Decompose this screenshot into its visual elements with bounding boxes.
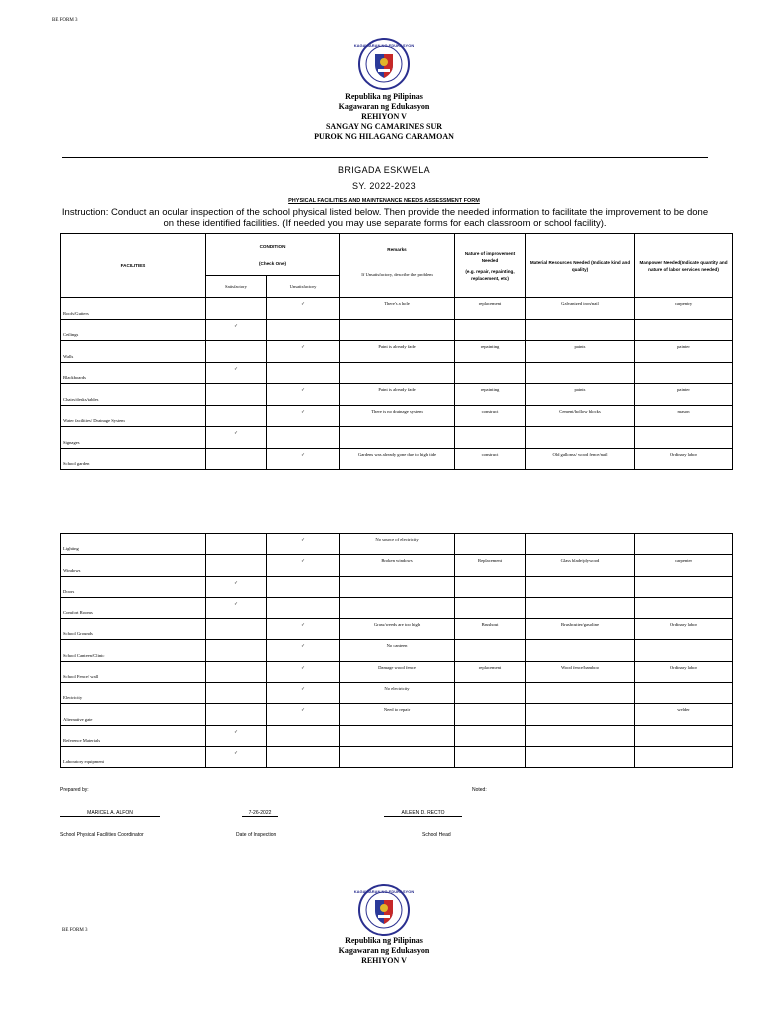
letterhead-next-line-3: REHIYON V bbox=[361, 956, 407, 965]
facility-cell: Ceilings bbox=[61, 319, 206, 341]
school-head-name: AILEEN D. RECTO bbox=[384, 810, 462, 817]
col-remarks bbox=[340, 234, 455, 298]
material-cell bbox=[526, 704, 635, 725]
letterhead-line-5: PUROK NG HILAGANG CARAMOAN bbox=[314, 132, 454, 141]
material-cell bbox=[526, 362, 635, 384]
table-row bbox=[61, 448, 733, 470]
unsat-cell bbox=[267, 597, 340, 618]
table-row bbox=[61, 661, 733, 682]
col-remarks-label: Remarks bbox=[387, 247, 407, 252]
table-1-body bbox=[61, 298, 733, 470]
material-cell bbox=[526, 597, 635, 618]
material-cell: Glass blade/plywood bbox=[526, 555, 635, 576]
col-nature-label: Nature of improvement Needed bbox=[464, 250, 516, 263]
sat-cell: ✓ bbox=[206, 362, 267, 384]
material-cell bbox=[526, 534, 635, 555]
remarks-cell bbox=[340, 725, 455, 746]
table-row bbox=[61, 405, 733, 427]
material-cell: paints bbox=[526, 384, 635, 406]
material-cell bbox=[526, 725, 635, 746]
table-row bbox=[61, 534, 733, 555]
unsat-cell bbox=[267, 576, 340, 597]
table-row bbox=[61, 683, 733, 704]
facility-cell: School Fence/ wall bbox=[61, 661, 206, 682]
table-2-body bbox=[61, 534, 733, 768]
remarks-cell: Paint is already fade bbox=[340, 341, 455, 363]
nature-cell bbox=[455, 725, 526, 746]
sat-cell bbox=[206, 448, 267, 470]
unsat-cell bbox=[267, 725, 340, 746]
facility-cell: Signages bbox=[61, 427, 206, 449]
table-row bbox=[61, 576, 733, 597]
nature-cell: repainting bbox=[455, 341, 526, 363]
manpower-cell: painter bbox=[635, 384, 733, 406]
manpower-cell bbox=[635, 427, 733, 449]
school-year: SY. 2022-2023 bbox=[351, 181, 417, 191]
nature-cell: Brushout bbox=[455, 619, 526, 640]
table-row bbox=[61, 725, 733, 746]
unsat-cell: ✓ bbox=[267, 405, 340, 427]
sat-cell: ✓ bbox=[206, 427, 267, 449]
manpower-cell bbox=[635, 746, 733, 767]
manpower-cell bbox=[635, 597, 733, 618]
col-material: Material Resources Needed (Indicate kind and quality) bbox=[526, 234, 635, 298]
unsat-cell: ✓ bbox=[267, 704, 340, 725]
sat-cell bbox=[206, 341, 267, 363]
manpower-cell bbox=[635, 362, 733, 384]
unsat-cell: ✓ bbox=[267, 448, 340, 470]
remarks-cell: No electricity bbox=[340, 683, 455, 704]
nature-cell: replacement bbox=[455, 298, 526, 320]
letterhead-line-2: Kagawaran ng Edukasyon bbox=[338, 102, 430, 111]
sat-cell: ✓ bbox=[206, 725, 267, 746]
unsat-cell: ✓ bbox=[267, 619, 340, 640]
assessment-table-2 bbox=[60, 533, 733, 768]
unsat-cell: ✓ bbox=[267, 384, 340, 406]
sat-cell bbox=[206, 704, 267, 725]
manpower-cell bbox=[635, 576, 733, 597]
manpower-cell bbox=[635, 683, 733, 704]
nature-cell: construct bbox=[455, 405, 526, 427]
facility-cell: Electricity bbox=[61, 683, 206, 704]
sat-cell bbox=[206, 640, 267, 661]
seal-ring-text-2: KAGAWARAN NG EDUKASYON bbox=[353, 889, 415, 894]
letterhead-next-line-2: Kagawaran ng Edukasyon bbox=[338, 946, 430, 955]
material-cell bbox=[526, 576, 635, 597]
table-row bbox=[61, 319, 733, 341]
col-manpower: Manpower Needed(Indicate quantity and nature of labor services needed) bbox=[635, 234, 733, 298]
noted-label: Noted: bbox=[472, 787, 487, 793]
remarks-cell: No source of electricity bbox=[340, 534, 455, 555]
nature-cell bbox=[455, 597, 526, 618]
manpower-cell: carpentry bbox=[635, 298, 733, 320]
nature-cell bbox=[455, 362, 526, 384]
letterhead-line-3: REHIYON V bbox=[361, 112, 407, 121]
table-row bbox=[61, 597, 733, 618]
date-label: Date of Inspection bbox=[236, 832, 277, 838]
manpower-cell bbox=[635, 640, 733, 661]
material-cell: paints bbox=[526, 341, 635, 363]
remarks-cell bbox=[340, 362, 455, 384]
col-nature bbox=[455, 234, 526, 298]
material-cell bbox=[526, 683, 635, 704]
remarks-cell bbox=[340, 576, 455, 597]
unsat-cell: ✓ bbox=[267, 683, 340, 704]
unsat-cell bbox=[267, 746, 340, 767]
remarks-cell: There is no drainage system bbox=[340, 405, 455, 427]
assessment-table-1 bbox=[60, 233, 733, 470]
material-cell bbox=[526, 319, 635, 341]
sat-cell: ✓ bbox=[206, 576, 267, 597]
facility-cell: Doors bbox=[61, 576, 206, 597]
nature-cell bbox=[455, 319, 526, 341]
seal-ring-text: KAGAWARAN NG EDUKASYON bbox=[353, 43, 415, 48]
form-subtitle: PHYSICAL FACILITIES AND MAINTENANCE NEEDS ASSESSMENT FORM bbox=[288, 198, 480, 204]
facility-cell: Chairs/desks/tables bbox=[61, 384, 206, 406]
unsat-cell bbox=[267, 319, 340, 341]
deped-seal-icon bbox=[353, 38, 415, 90]
sat-cell bbox=[206, 555, 267, 576]
form-code: BE FORM 3 bbox=[52, 18, 78, 23]
facility-cell: Water facilities/ Drainage System bbox=[61, 405, 206, 427]
table-row bbox=[61, 362, 733, 384]
letterhead bbox=[0, 92, 768, 142]
remarks-cell bbox=[340, 319, 455, 341]
unsat-cell: ✓ bbox=[267, 534, 340, 555]
sat-cell bbox=[206, 534, 267, 555]
facility-cell: Alternative gate bbox=[61, 704, 206, 725]
facility-cell: Lighting bbox=[61, 534, 206, 555]
sat-cell bbox=[206, 619, 267, 640]
material-cell: Wood fence/bamboo bbox=[526, 661, 635, 682]
nature-cell bbox=[455, 683, 526, 704]
table-row bbox=[61, 704, 733, 725]
sat-cell bbox=[206, 298, 267, 320]
sat-cell bbox=[206, 384, 267, 406]
instruction-text: Instruction: Conduct an ocular inspection of the school physical listed below. Then provide the needed information to facilitate the improvement to be done on these identified facilities. (If needed you may use separate forms for each classroom or school facility). bbox=[61, 207, 709, 229]
table-row bbox=[61, 298, 733, 320]
coordinator-name: MARICEL A. ALFON bbox=[60, 810, 160, 817]
facility-cell: School Grounds bbox=[61, 619, 206, 640]
facility-cell: Laboratory equipment bbox=[61, 746, 206, 767]
facility-cell: School Canteen/Clinic bbox=[61, 640, 206, 661]
table-row bbox=[61, 341, 733, 363]
remarks-cell bbox=[340, 597, 455, 618]
table-row bbox=[61, 640, 733, 661]
manpower-cell: mason bbox=[635, 405, 733, 427]
school-head-title: School Head bbox=[422, 832, 451, 838]
remarks-cell: There's a hole bbox=[340, 298, 455, 320]
table-row bbox=[61, 746, 733, 767]
material-cell bbox=[526, 746, 635, 767]
col-nature-sub: (e.g. repair, repainting, replacement, etc) bbox=[465, 268, 515, 281]
sat-cell bbox=[206, 661, 267, 682]
manpower-cell: painter bbox=[635, 341, 733, 363]
document-title: BRIGADA ESKWELA bbox=[337, 165, 431, 175]
facility-cell: Blackboards bbox=[61, 362, 206, 384]
facility-cell: Reference Materials bbox=[61, 725, 206, 746]
material-cell: Old gallonss/ wood fence/nail bbox=[526, 448, 635, 470]
header-divider bbox=[62, 157, 708, 158]
remarks-cell: Damage wood fence bbox=[340, 661, 455, 682]
letterhead-line-4: SANGAY NG CAMARINES SUR bbox=[325, 122, 443, 131]
nature-cell bbox=[455, 640, 526, 661]
manpower-cell: Ordinary labor bbox=[635, 448, 733, 470]
facility-cell: Comfort Rooms bbox=[61, 597, 206, 618]
manpower-cell: Ordinary labor bbox=[635, 661, 733, 682]
manpower-cell bbox=[635, 319, 733, 341]
manpower-cell: Ordinary labor bbox=[635, 619, 733, 640]
sat-cell: ✓ bbox=[206, 746, 267, 767]
coordinator-title: School Physical Facilities Coordinator bbox=[60, 832, 144, 838]
remarks-cell: Grass/weeds are too high bbox=[340, 619, 455, 640]
manpower-cell: carpenter bbox=[635, 555, 733, 576]
col-satisfactory: Satisfactory bbox=[206, 276, 267, 298]
unsat-cell bbox=[267, 362, 340, 384]
nature-cell bbox=[455, 746, 526, 767]
manpower-cell: welder bbox=[635, 704, 733, 725]
nature-cell bbox=[455, 534, 526, 555]
remarks-cell: Gardens was already gone due to high tide bbox=[340, 448, 455, 470]
unsat-cell bbox=[267, 427, 340, 449]
col-check-one: (Check One) bbox=[258, 260, 287, 266]
col-remarks-sub: If Unsatisfactory, describe the problem bbox=[361, 272, 433, 277]
sat-cell: ✓ bbox=[206, 319, 267, 341]
nature-cell: construct bbox=[455, 448, 526, 470]
material-cell: Galvanized iron/nail bbox=[526, 298, 635, 320]
sat-cell bbox=[206, 683, 267, 704]
letterhead-next bbox=[0, 936, 768, 966]
table-row bbox=[61, 427, 733, 449]
remarks-cell: Paint is already fade bbox=[340, 384, 455, 406]
remarks-cell bbox=[340, 427, 455, 449]
nature-cell bbox=[455, 576, 526, 597]
nature-cell bbox=[455, 427, 526, 449]
nature-cell: repainting bbox=[455, 384, 526, 406]
table-row bbox=[61, 555, 733, 576]
facility-cell: Roofs/Gutters bbox=[61, 298, 206, 320]
material-cell bbox=[526, 640, 635, 661]
deped-seal-icon-2 bbox=[353, 884, 415, 936]
facility-cell: Windows bbox=[61, 555, 206, 576]
nature-cell: Replacement bbox=[455, 555, 526, 576]
material-cell: Cement/hollow blocks bbox=[526, 405, 635, 427]
facility-cell: Walls bbox=[61, 341, 206, 363]
letterhead-line-1: Republika ng Pilipinas bbox=[345, 92, 423, 101]
facility-cell: School garden bbox=[61, 448, 206, 470]
inspection-date: 7-26-2022 bbox=[242, 810, 278, 817]
col-unsatisfactory: Unsatisfactory bbox=[267, 276, 340, 298]
nature-cell bbox=[455, 704, 526, 725]
material-cell: Brushcutter/gasoline bbox=[526, 619, 635, 640]
remarks-cell bbox=[340, 746, 455, 767]
col-condition bbox=[206, 234, 340, 276]
table-row bbox=[61, 619, 733, 640]
unsat-cell: ✓ bbox=[267, 661, 340, 682]
sat-cell: ✓ bbox=[206, 597, 267, 618]
unsat-cell: ✓ bbox=[267, 298, 340, 320]
remarks-cell: Broken windows bbox=[340, 555, 455, 576]
material-cell bbox=[526, 427, 635, 449]
manpower-cell bbox=[635, 534, 733, 555]
prepared-by-label: Prepared by: bbox=[60, 787, 89, 793]
letterhead-next-line-1: Republika ng Pilipinas bbox=[345, 936, 423, 945]
unsat-cell: ✓ bbox=[267, 555, 340, 576]
remarks-cell: Need to repair bbox=[340, 704, 455, 725]
unsat-cell: ✓ bbox=[267, 341, 340, 363]
form-code-next: BE FORM 3 bbox=[62, 928, 88, 933]
sat-cell bbox=[206, 405, 267, 427]
manpower-cell bbox=[635, 725, 733, 746]
remarks-cell: No canteen bbox=[340, 640, 455, 661]
unsat-cell: ✓ bbox=[267, 640, 340, 661]
col-condition-label: CONDITION bbox=[259, 243, 286, 249]
nature-cell: replacement bbox=[455, 661, 526, 682]
table-row bbox=[61, 384, 733, 406]
col-facilities: FACILITIES bbox=[61, 234, 206, 298]
